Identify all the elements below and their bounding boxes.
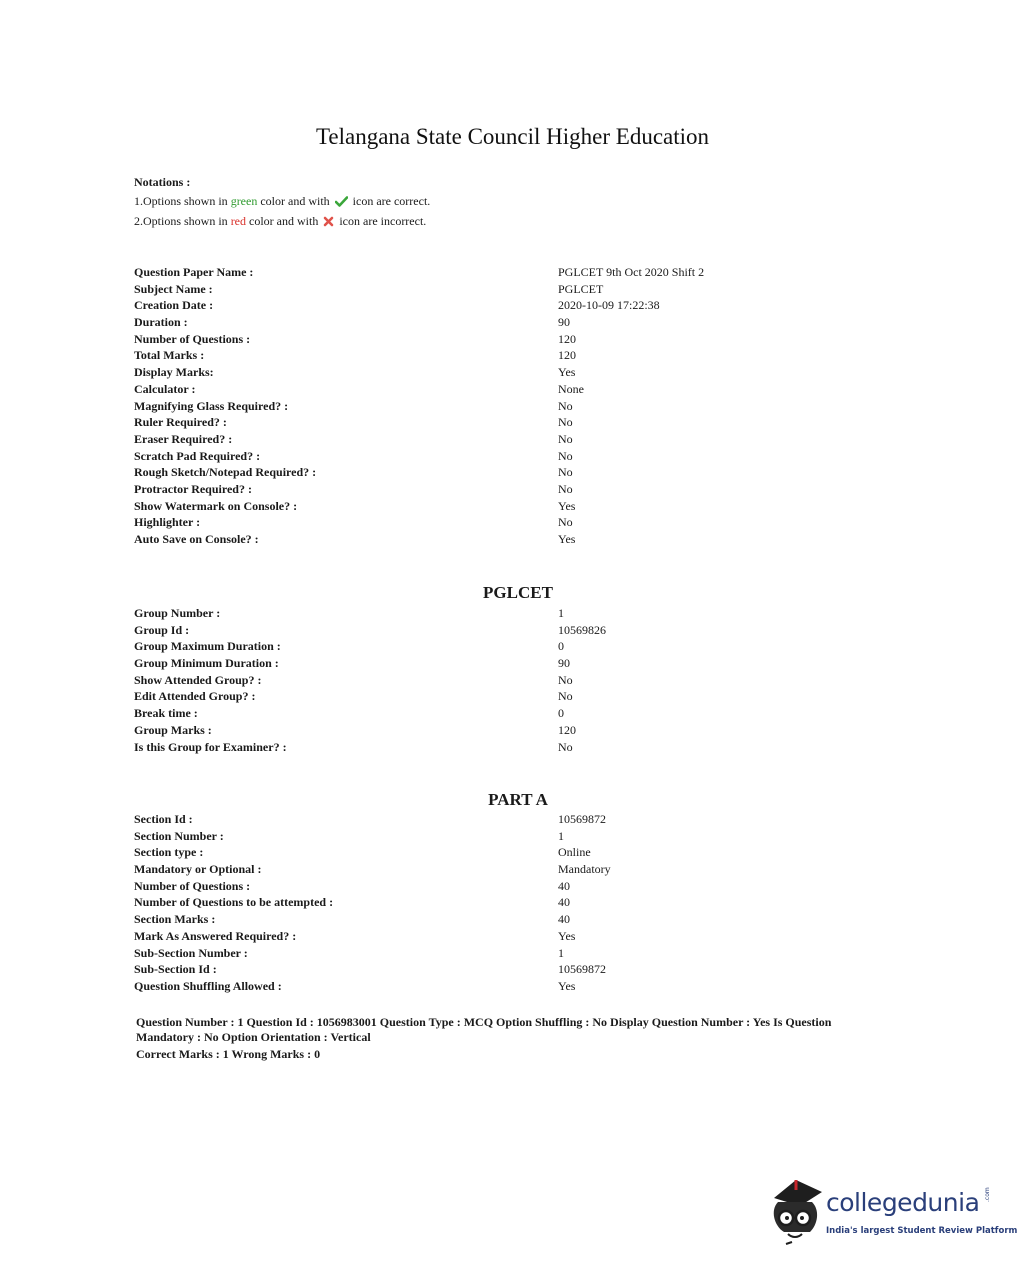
- detail-value: No: [558, 689, 573, 704]
- detail-label: Is this Group for Examiner? :: [134, 739, 287, 754]
- detail-value: 120: [558, 348, 576, 363]
- detail-value: No: [558, 415, 573, 430]
- detail-label: Number of Questions :: [134, 331, 251, 346]
- detail-row: [134, 514, 854, 531]
- detail-value: 1: [558, 828, 564, 843]
- detail-value: 120: [558, 722, 576, 737]
- group-title: PGLCET: [483, 583, 553, 602]
- notation-text: color and with: [257, 193, 333, 208]
- detail-value: 40: [558, 878, 570, 893]
- detail-row: [134, 331, 854, 348]
- detail-row: [134, 894, 854, 911]
- detail-label: Section Marks :: [134, 912, 216, 927]
- detail-value: No: [558, 465, 573, 480]
- detail-label: Auto Save on Console? :: [134, 532, 259, 546]
- detail-label: Ruler Required? :: [134, 415, 227, 430]
- detail-value: None: [558, 381, 584, 396]
- detail-label: Creation Date :: [134, 298, 214, 313]
- detail-label: Sub-Section Number :: [134, 945, 248, 960]
- detail-value: Yes: [558, 978, 576, 993]
- notation-line-incorrect: [134, 212, 430, 233]
- detail-label: Display Marks:: [134, 365, 214, 380]
- detail-row: [134, 347, 854, 364]
- detail-row: [134, 739, 854, 756]
- detail-value: Yes: [558, 365, 576, 380]
- detail-row: [134, 414, 854, 431]
- detail-row: [134, 531, 854, 548]
- mascot-icon: [766, 1176, 828, 1250]
- section-details-table: [134, 811, 854, 995]
- detail-label: Mandatory or Optional :: [134, 862, 262, 877]
- detail-row: [134, 297, 854, 314]
- detail-row: [134, 978, 854, 995]
- detail-row: [134, 314, 854, 331]
- detail-row: [134, 655, 854, 672]
- detail-value: 90: [558, 315, 570, 330]
- detail-label: Show Watermark on Console? :: [134, 498, 298, 513]
- detail-label: Edit Attended Group? :: [134, 689, 256, 704]
- detail-label: Number of Questions :: [134, 878, 251, 893]
- detail-label: Total Marks :: [134, 348, 205, 363]
- detail-value: 0: [558, 706, 564, 721]
- detail-label: Section Number :: [134, 828, 224, 843]
- detail-label: Calculator :: [134, 381, 196, 396]
- detail-label: Question Shuffling Allowed :: [134, 978, 282, 993]
- detail-value: PGLCET 9th Oct 2020 Shift 2: [558, 265, 705, 279]
- detail-value: 1: [558, 606, 564, 620]
- collegedunia-logo: [766, 1176, 1018, 1250]
- detail-label: Duration :: [134, 315, 188, 330]
- detail-row: [134, 878, 854, 895]
- question-meta-line: Correct Marks : 1 Wrong Marks : 0: [136, 1047, 321, 1061]
- detail-row: [134, 861, 854, 878]
- detail-value: Yes: [558, 532, 576, 546]
- detail-row: [134, 688, 854, 705]
- notation-text: 1.Options shown in: [134, 193, 231, 208]
- detail-row: [134, 264, 854, 281]
- detail-value: Mandatory: [558, 862, 611, 877]
- detail-value: 1: [558, 945, 564, 960]
- detail-value: 0: [558, 639, 564, 654]
- detail-row: [134, 381, 854, 398]
- group-details-table: [134, 605, 854, 755]
- detail-row: [134, 961, 854, 978]
- notation-text: color and with: [246, 214, 322, 228]
- notation-text: icon are correct.: [349, 193, 431, 208]
- detail-value: Yes: [558, 498, 576, 513]
- detail-row: [134, 281, 854, 298]
- detail-label: Group Number :: [134, 606, 221, 620]
- detail-value: PGLCET: [558, 281, 604, 296]
- detail-label: Number of Questions to be attempted :: [134, 895, 334, 910]
- detail-row: [134, 828, 854, 845]
- notation-text: 2.Options shown in: [134, 214, 231, 228]
- section-title: PART A: [488, 790, 548, 809]
- detail-row: [134, 911, 854, 928]
- detail-label: Eraser Required? :: [134, 431, 233, 446]
- detail-row: [134, 722, 854, 739]
- detail-label: Show Attended Group? :: [134, 672, 262, 687]
- detail-row: [134, 464, 854, 481]
- logo-suffix: .com: [984, 1187, 991, 1202]
- detail-row: [134, 481, 854, 498]
- detail-value: 10569872: [558, 812, 606, 826]
- logo-tagline: India's largest Student Review Platform: [826, 1226, 1018, 1236]
- detail-row: [134, 398, 854, 415]
- detail-value: 10569872: [558, 962, 606, 977]
- detail-value: 10569826: [558, 622, 606, 637]
- detail-row: [134, 811, 854, 828]
- question-meta: [136, 1015, 856, 1062]
- page-title: Telangana State Council Higher Education: [315, 124, 710, 149]
- detail-label: Protractor Required? :: [134, 481, 252, 496]
- detail-row: [134, 705, 854, 722]
- notation-text: icon are incorrect.: [336, 214, 427, 228]
- detail-value: No: [558, 431, 573, 446]
- detail-label: Scratch Pad Required? :: [134, 448, 261, 463]
- detail-row: [134, 498, 854, 515]
- notations-heading: Notations :: [134, 175, 191, 189]
- detail-row: [134, 622, 854, 639]
- detail-label: Subject Name :: [134, 281, 213, 296]
- detail-value: No: [558, 672, 573, 687]
- detail-value: No: [558, 448, 573, 463]
- detail-label: Group Minimum Duration :: [134, 656, 279, 671]
- notations: [134, 173, 430, 233]
- notation-line-correct: [134, 192, 430, 213]
- detail-label: Group Maximum Duration :: [134, 639, 281, 654]
- detail-value: No: [558, 481, 573, 496]
- detail-value: 120: [558, 331, 576, 346]
- detail-label: Sub-Section Id :: [134, 962, 217, 977]
- detail-value: No: [558, 515, 573, 530]
- detail-row: [134, 364, 854, 381]
- red-word: red: [230, 214, 247, 228]
- detail-label: Mark As Answered Required? :: [134, 928, 297, 943]
- detail-value: Online: [558, 845, 591, 860]
- detail-label: Section type :: [134, 845, 204, 860]
- green-word: green: [230, 193, 258, 208]
- detail-label: Section Id :: [134, 812, 193, 826]
- detail-row: [134, 928, 854, 945]
- detail-label: Group Marks :: [134, 722, 212, 737]
- detail-label: Magnifying Glass Required? :: [134, 398, 289, 413]
- detail-row: [134, 844, 854, 861]
- detail-row: [134, 431, 854, 448]
- detail-value: No: [558, 398, 573, 413]
- detail-label: Question Paper Name :: [134, 265, 254, 279]
- detail-row: [134, 945, 854, 962]
- detail-value: Yes: [558, 928, 576, 943]
- detail-value: 40: [558, 895, 570, 910]
- detail-label: Break time :: [134, 706, 198, 721]
- checkmark-icon: [335, 194, 348, 213]
- question-meta-line: Question Number : 1 Question Id : 1056983001 Question Type : MCQ Option Shuffling : No Display Question Number : Yes Is Question: [136, 1015, 832, 1029]
- detail-value: 90: [558, 656, 570, 671]
- detail-row: [134, 672, 854, 689]
- detail-value: 40: [558, 912, 570, 927]
- detail-row: [134, 638, 854, 655]
- paper-details-table: [134, 264, 854, 548]
- question-meta-line: Mandatory : No Option Orientation : Vertical: [136, 1030, 371, 1044]
- detail-value: No: [558, 739, 573, 754]
- detail-value: 2020-10-09 17:22:38: [558, 298, 660, 313]
- cross-icon: [323, 214, 334, 233]
- detail-row: [134, 605, 854, 622]
- detail-label: Rough Sketch/Notepad Required? :: [134, 465, 317, 480]
- detail-label: Highlighter :: [134, 515, 201, 530]
- logo-wordmark: collegedunia: [826, 1188, 980, 1217]
- detail-label: Group Id :: [134, 622, 190, 637]
- detail-row: [134, 448, 854, 465]
